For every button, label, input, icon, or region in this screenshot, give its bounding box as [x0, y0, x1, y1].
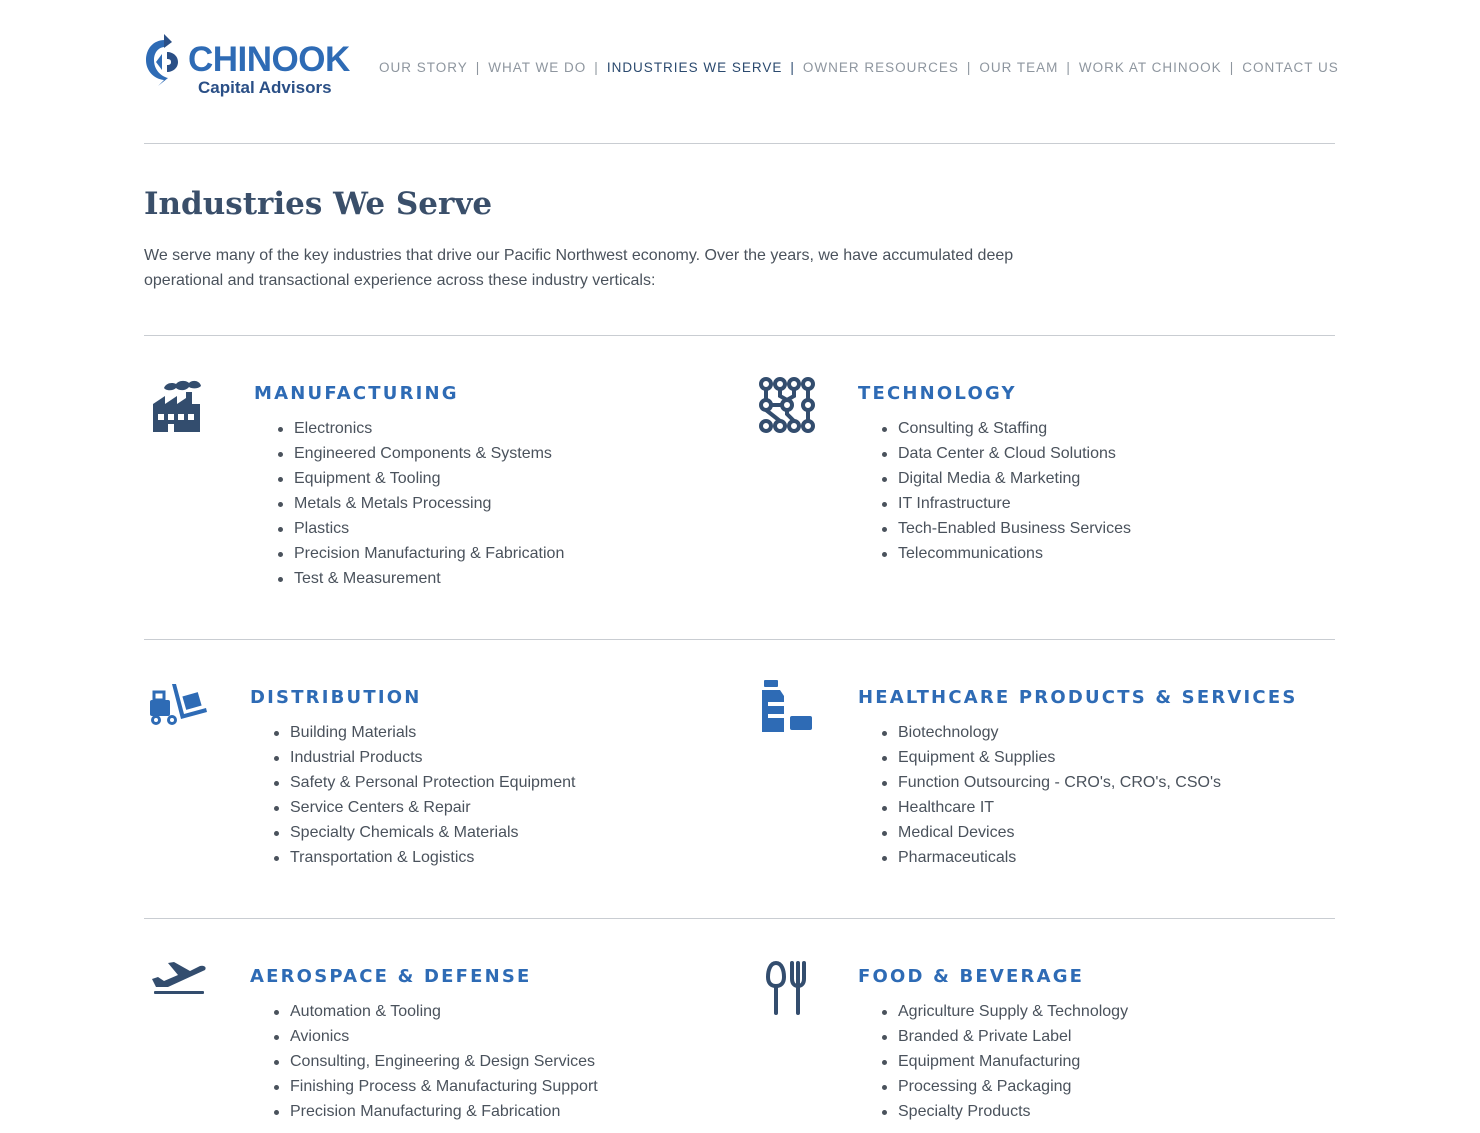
nav-what-we-do[interactable]: WHAT WE DO [488, 60, 587, 75]
list-item: Consulting & Staffing [898, 416, 1131, 441]
nav-contact-us[interactable]: CONTACT US [1242, 60, 1339, 75]
nav-separator: | [790, 60, 795, 75]
nav-separator: | [1066, 60, 1071, 75]
list-item: Building Materials [290, 720, 576, 745]
industry-list [294, 416, 564, 591]
industry-list [290, 999, 598, 1124]
list-item: Safety & Personal Protection Equipment [290, 770, 576, 795]
list-item: Telecommunications [898, 541, 1131, 566]
nav-our-story[interactable]: OUR STORY [379, 60, 468, 75]
list-item: Processing & Packaging [898, 1074, 1128, 1099]
list-item: Equipment & Supplies [898, 745, 1221, 770]
nav-industries-we-serve[interactable]: INDUSTRIES WE SERVE [606, 60, 783, 75]
nav-our-team[interactable]: OUR TEAM [979, 60, 1059, 75]
industry-list [898, 999, 1128, 1124]
list-item: Precision Manufacturing & Fabrication [294, 541, 564, 566]
list-item: Consulting, Engineering & Design Services [290, 1049, 598, 1074]
list-item: Specialty Products [898, 1099, 1128, 1124]
list-item: Function Outsourcing - CRO's, CRO's, CSO's [898, 770, 1221, 795]
factory-icon [152, 374, 214, 436]
list-item: Pharmaceuticals [898, 845, 1221, 870]
list-item: Automation & Tooling [290, 999, 598, 1024]
nav-separator: | [1229, 60, 1235, 75]
list-item: Branded & Private Label [898, 1024, 1128, 1049]
list-item: Transportation & Logistics [290, 845, 576, 870]
list-item: Biotechnology [898, 720, 1221, 745]
circuit-icon [756, 374, 818, 436]
section-divider [144, 918, 1335, 919]
industry-list [290, 720, 576, 870]
airplane-takeoff-icon [148, 957, 210, 1019]
list-item: Service Centers & Repair [290, 795, 576, 820]
site-header [144, 0, 1339, 144]
list-item: Industrial Products [290, 745, 576, 770]
industry-list [898, 416, 1131, 566]
list-item: Digital Media & Marketing [898, 466, 1131, 491]
list-item: Test & Measurement [294, 566, 564, 591]
list-item: Data Center & Cloud Solutions [898, 441, 1131, 466]
section-divider [144, 639, 1335, 640]
page-title: Industries We Serve [144, 186, 493, 222]
industry-heading: MANUFACTURING [254, 383, 459, 404]
list-item: Equipment Manufacturing [898, 1049, 1128, 1074]
logo-wordmark: CHINOOK [188, 40, 350, 79]
list-item: Healthcare IT [898, 795, 1221, 820]
forklift-icon [148, 678, 210, 740]
list-item: IT Infrastructure [898, 491, 1131, 516]
industry-heading: TECHNOLOGY [858, 383, 1017, 404]
section-divider [144, 335, 1335, 336]
nav-separator: | [594, 60, 599, 75]
main-nav [379, 59, 1339, 77]
chinook-logo-icon [144, 34, 186, 86]
page [144, 0, 1339, 1120]
list-item: Metals & Metals Processing [294, 491, 564, 516]
list-item: Tech-Enabled Business Services [898, 516, 1131, 541]
logo-tagline: Capital Advisors [198, 78, 332, 97]
list-item: Precision Manufacturing & Fabrication [290, 1099, 598, 1124]
industry-heading: AEROSPACE & DEFENSE [250, 966, 532, 987]
list-item: Medical Devices [898, 820, 1221, 845]
logo[interactable] [144, 34, 354, 100]
list-item: Specialty Chemicals & Materials [290, 820, 576, 845]
fork-knife-icon [756, 957, 818, 1019]
nav-owner-resources[interactable]: OWNER RESOURCES [802, 60, 959, 75]
intro-paragraph: We serve many of the key industries that drive our Pacific Northwest economy. Over the years, we have accumulated deep operational and transactional experience across these industry verticals: [144, 247, 1014, 289]
list-item: Agriculture Supply & Technology [898, 999, 1128, 1024]
medicine-bottle-icon [756, 678, 818, 740]
list-item: Plastics [294, 516, 564, 541]
list-item: Engineered Components & Systems [294, 441, 564, 466]
list-item: Finishing Process & Manufacturing Support [290, 1074, 598, 1099]
nav-separator: | [475, 60, 481, 75]
list-item: Equipment & Tooling [294, 466, 564, 491]
nav-separator: | [966, 60, 972, 75]
list-item: Avionics [290, 1024, 598, 1049]
industry-heading: DISTRIBUTION [250, 687, 422, 708]
industry-list [898, 720, 1221, 870]
industry-heading: HEALTHCARE PRODUCTS & SERVICES [858, 687, 1298, 708]
industry-heading: FOOD & BEVERAGE [858, 966, 1085, 987]
list-item: Electronics [294, 416, 564, 441]
nav-work-at-chinook[interactable]: WORK AT CHINOOK [1078, 60, 1222, 75]
